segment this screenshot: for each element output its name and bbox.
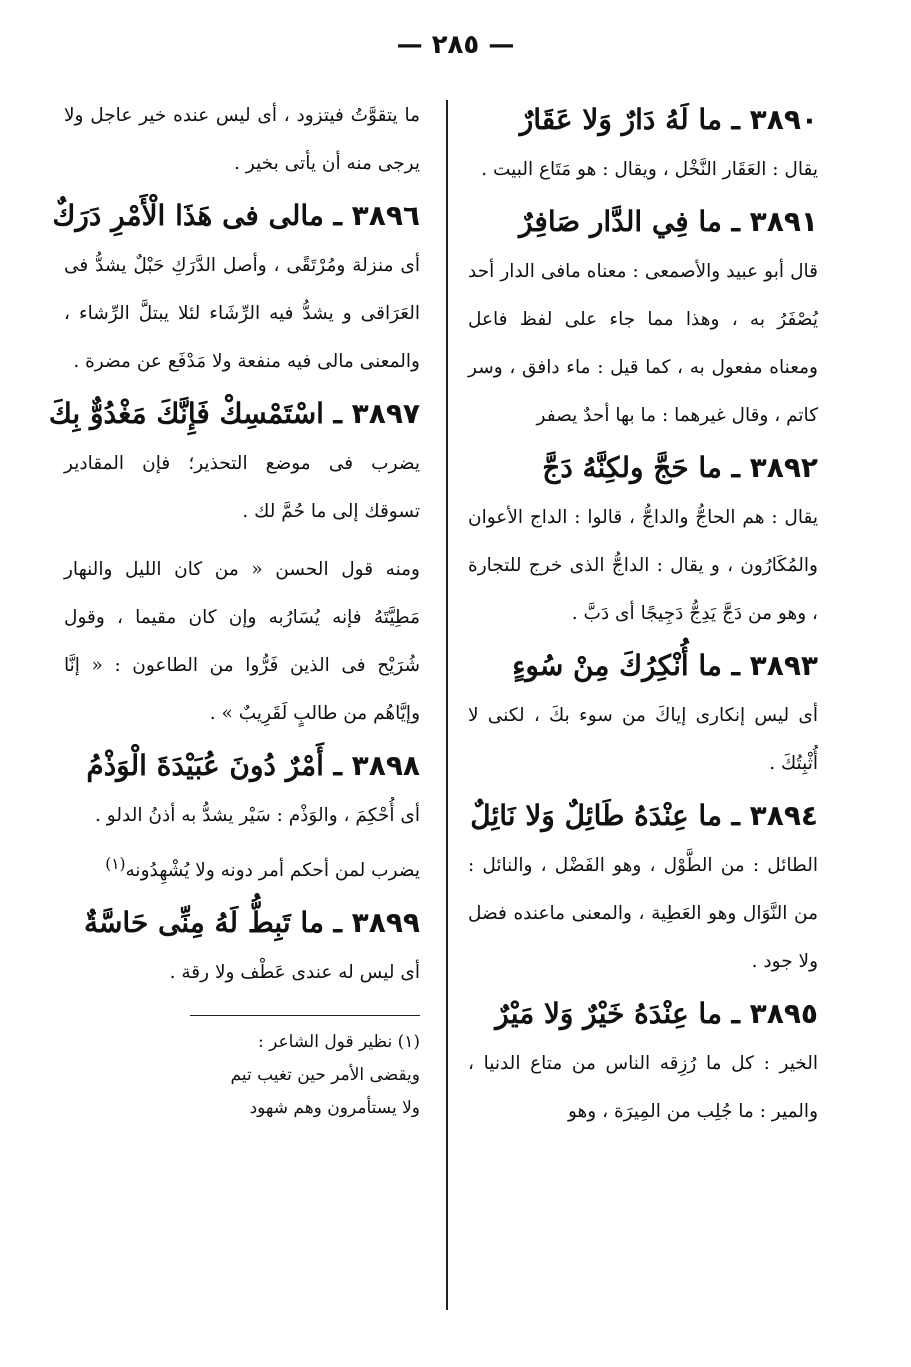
right-column xyxy=(468,92,818,1136)
footnote-marker: (١) xyxy=(105,855,126,873)
footnote-line: ولا يستأمرون وهم شهود xyxy=(249,1098,420,1119)
entry xyxy=(468,202,818,440)
entry-text: أى أُحْكِمَ ، والوَذْم : سَيْر يشدُّ به أذنُ الدلو . xyxy=(95,805,420,826)
entry-title: ما لَهُ دَارٌ وَلا عَقَارٌ xyxy=(519,103,722,136)
entry-title: ما عِنْدَهُ خَيْرٌ وَلا مَيْرٌ xyxy=(495,997,722,1030)
entry-text: الخير : كل ما رُزِقه الناس من متاع الدنيا ، والمير : ما جُلِب من المِيرَة ، وهو xyxy=(468,1053,818,1122)
continued-text: ما يتقوَّتُ فيتزود ، أى ليس عنده خير عاجل ولا يرجى منه أن يأتى بخير . xyxy=(64,105,420,174)
entry-heading: ٣٨٩٨ ـ أَمْرٌ دُونَ عُبَيْدَةَ الْوَذْمُ xyxy=(86,749,420,782)
entry-number: ٣٨٩٢ xyxy=(749,451,818,484)
entry-heading: ٣٨٩٣ ـ ما أُنْكِرُكَ مِنْ سُوءٍ xyxy=(512,649,818,682)
footnote-rule xyxy=(190,1015,420,1016)
column-divider xyxy=(446,100,448,1310)
entry-text-span: يضرب لمن أحكم أمر دونه ولا يُشْهِدُونه xyxy=(125,860,420,882)
entry xyxy=(52,196,420,386)
entry-heading: ٣٨٩٤ ـ ما عِنْدَهُ طَائِلٌ وَلا نَائِلٌ xyxy=(470,799,818,832)
entry-title: اسْتَمْسِكْ فَإِنَّكَ مَغْدُوٌّ بِكَ xyxy=(48,397,324,430)
entry-number: ٣٨٩٠ xyxy=(749,103,818,136)
entry-heading: ٣٨٩٩ ـ ما تَبِطُّ لَهُ مِنِّى حَاسَّةٌ xyxy=(83,906,420,940)
entry-title: ما فِي الدَّار صَافِرٌ xyxy=(518,205,722,238)
entry-title: أَمْرٌ دُونَ عُبَيْدَةَ الْوَذْمُ xyxy=(86,749,324,782)
page-number: — ٢٨٥ — xyxy=(396,30,515,60)
entry-text xyxy=(64,840,420,895)
footnote-line: (١) نظير قول الشاعر : xyxy=(258,1032,420,1053)
entry-title: مالى فى هَذَا الْأَمْرِ دَرَكٌ xyxy=(52,199,324,232)
entry-text: يضرب فى موضع التحذير؛ فإن المقادير تسوقك إلى ما حُمَّ لك . xyxy=(64,453,420,522)
entry-number: ٣٨٩٤ xyxy=(749,799,818,832)
footnote xyxy=(64,1026,420,1125)
left-column xyxy=(48,92,420,1125)
entry xyxy=(468,994,818,1136)
entry-text: ومنه قول الحسن « من كان الليل والنهار مَطِيَّتَهُ فإنه يُسَارُبه وإن كان مقيما ، وقول شُرَيْح فى الذين فَرُّوا من الطاعون : « إنَّا وإيَّاهُم من طالبٍ لَقَرِيبٌ » . xyxy=(64,559,420,724)
entry-number: ٣٨٩٨ xyxy=(351,749,420,782)
entry-text: قال أبو عبيد والأصمعى : معناه مافى الدار أحد يُصْفَرُ به ، وهذا مما جاء على لفظ فاعل ومعناه مفعول به ، كما قيل : ماء دافق ، وسر كاتم ، وقال غيرهما : ما بها أحدٌ يصفر xyxy=(468,261,818,426)
entry xyxy=(468,448,818,638)
entry-text: يقال : هم الحاجُّ والداجُّ ، قالوا : الداج الأعوان والمُكَارُون ، و يقال : الداجُّ الذى خرج للتجارة ، وهو من دَجَّ يَدِجُّ دَجِيجًا أى دَبَّ . xyxy=(468,507,818,624)
entry-title: ما حَجَّ ولكِنَّهُ دَجَّ xyxy=(542,451,722,484)
entry-number: ٣٨٩٦ xyxy=(351,199,420,232)
entry xyxy=(468,646,818,788)
entry-heading: ٣٨٩٢ ـ ما حَجَّ ولكِنَّهُ دَجَّ xyxy=(542,451,818,484)
entry-title: ما عِنْدَهُ طَائِلٌ وَلا نَائِلٌ xyxy=(470,799,722,832)
entry-number: ٣٨٩٣ xyxy=(749,649,818,682)
entry xyxy=(468,796,818,986)
entry-heading: ٣٨٩٠ ـ ما لَهُ دَارٌ وَلا عَقَارٌ xyxy=(519,103,818,136)
entry-text: الطائل : من الطَّوْل ، وهو الفَضْل ، والنائل : من النَّوَال وهو العَطِية ، والمعنى ماعنده فضل ولا جود . xyxy=(468,855,818,972)
entry-title: ما تَبِطُّ لَهُ مِنِّى حَاسَّةٌ xyxy=(83,906,324,940)
entry-number: ٣٨٩٥ xyxy=(749,997,818,1030)
entry-heading: ٣٨٩١ ـ ما فِي الدَّار صَافِرٌ xyxy=(518,205,818,238)
entry-number: ٣٨٩٧ xyxy=(351,397,420,430)
entry-heading: ٣٨٩٧ ـ اسْتَمْسِكْ فَإِنَّكَ مَغْدُوٌّ بِكَ xyxy=(48,397,420,430)
entry-heading: ٣٨٩٦ ـ مالى فى هَذَا الْأَمْرِ دَرَكٌ xyxy=(52,199,420,232)
entry-text: أى منزلة ومُرْتَقًى ، وأصل الدَّرَكِ حَبْلٌ يشدُّ فى العَرَاقى و يشدُّ فيه الرِّشَاء لئلا يبتلَّ الرِّشاء ، والمعنى مالى فيه منفعة ولا مَدْفَع عن مضرة . xyxy=(64,255,420,372)
entry xyxy=(64,746,420,895)
entry-text: أى ليس له عندى عَطْف ولا رقة . xyxy=(169,962,420,984)
entry xyxy=(64,903,420,997)
entry-heading: ٣٨٩٥ ـ ما عِنْدَهُ خَيْرٌ وَلا مَيْرٌ xyxy=(495,997,818,1030)
entry-text: أى ليس إنكارى إياكَ من سوء بكَ ، لكنى لا أُثْبِتُكَ . xyxy=(468,705,818,774)
footnote-line: ويقضى الأمر حين تغيب تيم xyxy=(230,1065,420,1086)
entry-number: ٣٨٩٩ xyxy=(351,906,420,940)
entry-number: ٣٨٩١ xyxy=(749,205,818,238)
entry xyxy=(48,394,420,738)
entry-title: ما أُنْكِرُكَ مِنْ سُوءٍ xyxy=(512,649,722,682)
entry xyxy=(468,100,818,194)
entry-text: يقال : العَقَار النَّخْل ، ويقال : هو مَتَاع البيت . xyxy=(481,159,818,180)
